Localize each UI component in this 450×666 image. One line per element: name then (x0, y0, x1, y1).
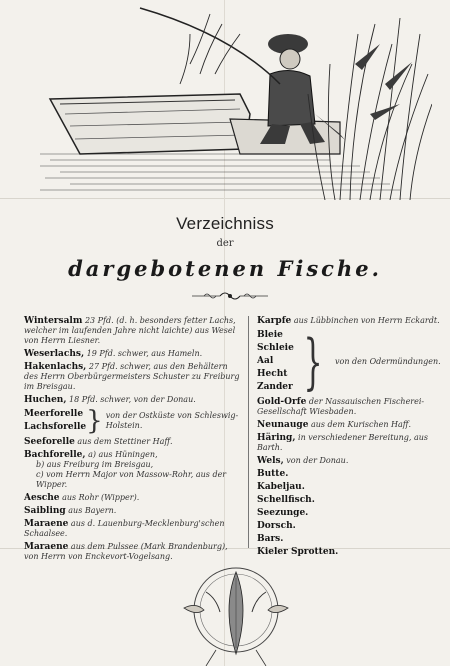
fish-name: Hecht (257, 369, 288, 379)
fish-name: Weserlachs, (24, 349, 85, 359)
list-item (24, 316, 244, 346)
fish-note: c) vom Herrn Major von Massow-Rohr, aus der Wipper. (36, 470, 227, 489)
fish-note: aus dem Stettiner Haff. (77, 437, 173, 446)
fish-name: Dorsch. (257, 521, 296, 531)
list-item (257, 469, 445, 479)
fish-name: Neunauge (257, 420, 309, 430)
list-item (257, 534, 445, 544)
right-column (257, 316, 445, 560)
fish-name: Butte. (257, 469, 289, 479)
list-item (24, 349, 244, 359)
fish-name: Karpfe (257, 316, 292, 326)
fish-note: aus Bayern. (68, 506, 117, 515)
fish-name: Hakenlachs, (24, 362, 87, 372)
fish-name: Saibling (24, 506, 66, 516)
list-group (257, 326, 445, 397)
fish-name: Zander (257, 382, 293, 392)
title-der: der (216, 238, 234, 249)
list-item (24, 493, 244, 503)
fish-note: aus Lübbinchen von Herrn Eckardt. (293, 316, 440, 325)
group-note: von den Odermündungen. (335, 356, 441, 366)
fish-name: Seeforelle (24, 437, 75, 447)
fish-name: Bleie (257, 330, 283, 340)
fish-note: aus dem Pulssee (Mark Brandenburg), von Herrn von Enckevort-Vogelsang. (24, 542, 228, 561)
fish-name: Seezunge. (257, 508, 309, 518)
list-item (257, 456, 445, 466)
list-item (257, 420, 445, 430)
fish-name: Gold-Orfe (257, 397, 307, 407)
fish-note: b) aus Freiburg im Breisgau, (36, 460, 154, 469)
fish-note: aus d. Lauenburg-Mecklenburg'schen Schaalsee. (24, 519, 225, 538)
fish-note: aus dem Kurischen Haff. (310, 420, 411, 429)
fish-note: aus Rohr (Wipper). (62, 493, 140, 502)
fish-name: Häring, (257, 433, 296, 443)
fish-note: 23 Pfd. (d. h. besonders fetter Lachs, welcher im laufenden Jahre nicht laichte) aus Wesel von Herrn Liesner. (24, 316, 236, 345)
fish-name: Huchen, (24, 395, 67, 405)
brace-icon: } (303, 326, 323, 397)
group-note: von der Ostküste von Schleswig-Holstein. (105, 411, 239, 430)
fish-name: Maraene (24, 519, 69, 529)
fish-name: Schleie (257, 343, 294, 353)
title-verzeichniss: Verzeichniss (176, 214, 274, 233)
fish-name: Kieler Sprotten. (257, 547, 339, 557)
fish-note: 27 Pfd. schwer, aus den Behältern des Herrn Oberbürgermeisters Schuster zu Freiburg im Breisgau. (24, 362, 240, 391)
fish-name: Wels, (257, 456, 284, 466)
list-item (257, 495, 445, 505)
fish-note: der Nassauischen Fischerei-Gesellschaft Wiesbaden. (257, 397, 425, 416)
list-item (257, 521, 445, 531)
fish-name: Lachsforelle (24, 422, 87, 432)
list-item (24, 437, 244, 447)
fish-emblem-icon (176, 558, 296, 666)
fish-note: in verschiedener Bereitung, aus Barth. (257, 433, 428, 452)
list-item (257, 508, 445, 518)
fish-name: Bachforelle, (24, 450, 86, 460)
fish-name: Kabeljau. (257, 482, 305, 492)
list-item (24, 519, 244, 539)
fish-note: 19 Pfd. schwer, aus Hameln. (86, 349, 203, 358)
fish-name: Meerforelle (24, 409, 84, 419)
list-item (24, 450, 244, 490)
title-fische: dargebotenen Fische. (68, 256, 382, 281)
brace-icon: } (86, 406, 103, 436)
angler-in-boat-illustration (40, 4, 432, 200)
fish-name: Aesche (24, 493, 60, 503)
list-item (24, 506, 244, 516)
fish-name: Bars. (257, 534, 284, 544)
list-item (257, 397, 445, 417)
column-divider (248, 316, 249, 548)
list-item (24, 362, 244, 392)
fish-name: Schellfisch. (257, 495, 315, 505)
left-column (24, 316, 244, 565)
fish-note: von der Donau. (286, 456, 349, 465)
list-item (257, 482, 445, 492)
fish-name: Wintersalm (24, 316, 83, 326)
scroll-ornament-icon (190, 289, 270, 303)
fish-name: Maraene (24, 542, 69, 552)
fish-note: a) aus Hüningen, (88, 450, 158, 459)
fish-name: Aal (257, 356, 274, 366)
list-item (257, 547, 445, 557)
list-item (24, 395, 244, 405)
list-item (257, 316, 445, 326)
list-item (257, 433, 445, 453)
fish-note: 18 Pfd. schwer, von der Donau. (69, 395, 196, 404)
list-group (24, 408, 244, 434)
